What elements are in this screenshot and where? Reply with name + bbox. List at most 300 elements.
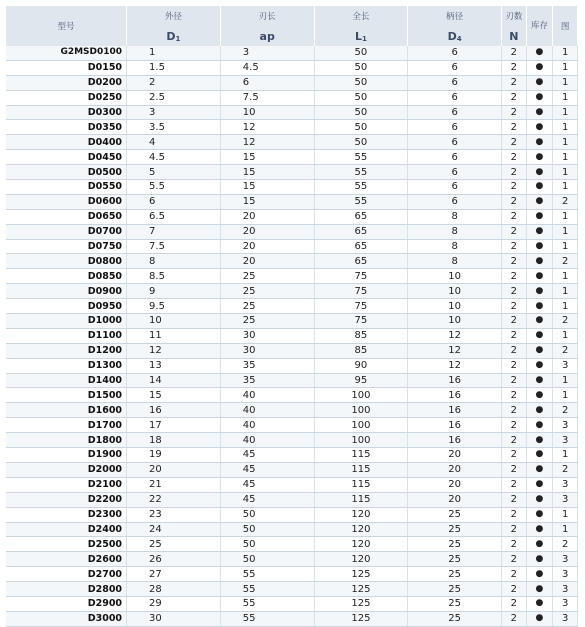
cell-overall-length: 125 [314,567,408,582]
cell-flute-count: 2 [502,522,527,537]
cell-figure: 1 [553,448,578,463]
cell-flute-count: 2 [502,343,527,358]
cell-stock: ● [526,90,553,105]
cell-cutting-length: 40 [220,403,314,418]
cell-cutting-length: 30 [220,343,314,358]
cell-shank-diameter: 10 [408,314,502,329]
cell-model: D0200 [6,75,127,90]
cell-overall-length: 100 [314,403,408,418]
cell-figure: 1 [553,388,578,403]
cell-outer-diameter: 5 [127,165,221,180]
cell-outer-diameter: 24 [127,522,221,537]
cell-stock: ● [526,448,553,463]
cell-stock: ● [526,46,553,60]
symbol-overall-length: $L_1$ [314,26,408,46]
cell-cutting-length: 35 [220,373,314,388]
cell-stock: ● [526,224,553,239]
cell-outer-diameter: 5.5 [127,180,221,195]
cell-cutting-length: 12 [220,135,314,150]
cell-stock: ● [526,284,553,299]
cell-figure: 1 [553,46,578,60]
table-row [6,209,578,224]
cell-outer-diameter: 12 [127,343,221,358]
cell-overall-length: 65 [314,209,408,224]
cell-shank-diameter: 25 [408,582,502,597]
cell-figure: 2 [553,462,578,477]
cell-flute-count: 2 [502,552,527,567]
cell-cutting-length: 15 [220,150,314,165]
cell-figure: 1 [553,135,578,150]
cell-overall-length: 90 [314,358,408,373]
cell-flute-count: 2 [502,567,527,582]
cell-shank-diameter: 20 [408,462,502,477]
cell-overall-length: 125 [314,582,408,597]
cell-overall-length: 115 [314,448,408,463]
cell-flute-count: 2 [502,46,527,60]
cell-cutting-length: 25 [220,314,314,329]
cell-figure: 2 [553,254,578,269]
cell-model: D0250 [6,90,127,105]
table-row [6,358,578,373]
cell-stock: ● [526,269,553,284]
cell-shank-diameter: 6 [408,60,502,75]
cell-model: D0150 [6,60,127,75]
cell-overall-length: 125 [314,596,408,611]
cell-shank-diameter: 6 [408,194,502,209]
cell-shank-diameter: 25 [408,552,502,567]
cell-figure: 1 [553,150,578,165]
cell-flute-count: 2 [502,477,527,492]
table-row [6,150,578,165]
cell-overall-length: 75 [314,269,408,284]
cell-figure: 1 [553,180,578,195]
cell-flute-count: 2 [502,135,527,150]
cell-shank-diameter: 6 [408,180,502,195]
cell-stock: ● [526,567,553,582]
cell-overall-length: 50 [314,60,408,75]
cell-cutting-length: 20 [220,254,314,269]
header-figure: 图 [553,6,578,46]
cell-overall-length: 120 [314,537,408,552]
cell-outer-diameter: 9.5 [127,299,221,314]
cell-stock: ● [526,492,553,507]
cell-stock: ● [526,582,553,597]
cell-cutting-length: 40 [220,418,314,433]
cell-figure: 1 [553,328,578,343]
cell-flute-count: 2 [502,105,527,120]
cell-shank-diameter: 12 [408,343,502,358]
cell-cutting-length: 40 [220,388,314,403]
cell-shank-diameter: 25 [408,611,502,626]
cell-overall-length: 65 [314,254,408,269]
cell-overall-length: 85 [314,343,408,358]
cell-flute-count: 2 [502,239,527,254]
cell-cutting-length: 4.5 [220,60,314,75]
cell-outer-diameter: 1 [127,46,221,60]
cell-stock: ● [526,507,553,522]
cell-model: D2000 [6,462,127,477]
cell-flute-count: 2 [502,462,527,477]
cell-outer-diameter: 18 [127,433,221,448]
cell-cutting-length: 50 [220,552,314,567]
cell-cutting-length: 10 [220,105,314,120]
cell-overall-length: 120 [314,552,408,567]
cell-flute-count: 2 [502,403,527,418]
table-row [6,180,578,195]
cell-stock: ● [526,358,553,373]
cell-figure: 3 [553,492,578,507]
table-row [6,165,578,180]
cell-overall-length: 100 [314,433,408,448]
header-shank-diameter: 柄径 [408,6,502,26]
cell-shank-diameter: 6 [408,90,502,105]
cell-model: D0700 [6,224,127,239]
cell-stock: ● [526,328,553,343]
cell-figure: 2 [553,343,578,358]
cell-figure: 2 [553,314,578,329]
cell-shank-diameter: 25 [408,567,502,582]
cell-cutting-length: 15 [220,165,314,180]
table-row [6,343,578,358]
cell-outer-diameter: 30 [127,611,221,626]
cell-stock: ● [526,343,553,358]
cell-model: D0500 [6,165,127,180]
cell-flute-count: 2 [502,373,527,388]
cell-flute-count: 2 [502,448,527,463]
cell-figure: 1 [553,209,578,224]
cell-model: D2800 [6,582,127,597]
cell-cutting-length: 20 [220,239,314,254]
cell-outer-diameter: 17 [127,418,221,433]
cell-flute-count: 2 [502,254,527,269]
cell-flute-count: 2 [502,90,527,105]
cell-outer-diameter: 4 [127,135,221,150]
table-row [6,373,578,388]
cell-flute-count: 2 [502,299,527,314]
table-row [6,537,578,552]
table-row [6,507,578,522]
cell-stock: ● [526,418,553,433]
cell-cutting-length: 50 [220,507,314,522]
cell-figure: 2 [553,403,578,418]
cell-outer-diameter: 13 [127,358,221,373]
cell-stock: ● [526,403,553,418]
cell-shank-diameter: 12 [408,358,502,373]
cell-shank-diameter: 6 [408,105,502,120]
cell-stock: ● [526,135,553,150]
cell-overall-length: 50 [314,75,408,90]
cell-outer-diameter: 1.5 [127,60,221,75]
cell-cutting-length: 35 [220,358,314,373]
cell-stock: ● [526,611,553,626]
cell-model: D1800 [6,433,127,448]
table-row [6,75,578,90]
cell-shank-diameter: 8 [408,209,502,224]
cell-shank-diameter: 6 [408,165,502,180]
table-row [6,596,578,611]
table-row [6,120,578,135]
cell-model: D0650 [6,209,127,224]
header-overall-length: 全长 [314,6,408,26]
cell-flute-count: 2 [502,224,527,239]
cell-model: D0450 [6,150,127,165]
cell-stock: ● [526,522,553,537]
table-row [6,284,578,299]
cell-flute-count: 2 [502,388,527,403]
cell-stock: ● [526,537,553,552]
table-header [6,6,578,46]
symbol-outer-diameter: $D_1$ [127,26,221,46]
cell-cutting-length: 55 [220,567,314,582]
cell-overall-length: 55 [314,165,408,180]
cell-stock: ● [526,105,553,120]
cell-cutting-length: 50 [220,522,314,537]
cell-cutting-length: 25 [220,299,314,314]
cell-model: D1900 [6,448,127,463]
cell-shank-diameter: 20 [408,448,502,463]
table-row [6,403,578,418]
table-row [6,582,578,597]
cell-flute-count: 2 [502,150,527,165]
cell-model: D2700 [6,567,127,582]
cell-overall-length: 120 [314,522,408,537]
cell-shank-diameter: 10 [408,299,502,314]
cell-overall-length: 115 [314,492,408,507]
cell-outer-diameter: 8 [127,254,221,269]
cell-model: D1600 [6,403,127,418]
cell-figure: 1 [553,507,578,522]
cell-model: D2200 [6,492,127,507]
cell-shank-diameter: 6 [408,135,502,150]
table-row [6,46,578,60]
cell-figure: 1 [553,60,578,75]
cell-figure: 3 [553,433,578,448]
cell-shank-diameter: 10 [408,284,502,299]
table-row [6,269,578,284]
cell-figure: 3 [553,582,578,597]
table-row [6,567,578,582]
cell-cutting-length: 55 [220,582,314,597]
cell-overall-length: 115 [314,477,408,492]
cell-stock: ● [526,165,553,180]
table-row [6,492,578,507]
table-row [6,433,578,448]
cell-flute-count: 2 [502,269,527,284]
cell-flute-count: 2 [502,507,527,522]
cell-overall-length: 55 [314,194,408,209]
cell-overall-length: 100 [314,388,408,403]
cell-overall-length: 85 [314,328,408,343]
cell-overall-length: 55 [314,150,408,165]
table-row [6,224,578,239]
cell-outer-diameter: 6 [127,194,221,209]
cell-shank-diameter: 20 [408,492,502,507]
cell-figure: 3 [553,418,578,433]
cell-overall-length: 50 [314,120,408,135]
cell-overall-length: 125 [314,611,408,626]
cell-outer-diameter: 10 [127,314,221,329]
cell-figure: 1 [553,105,578,120]
cell-model: G2MSD0100 [6,46,127,60]
cell-model: D1200 [6,343,127,358]
cell-figure: 1 [553,90,578,105]
cell-stock: ● [526,477,553,492]
cell-stock: ● [526,462,553,477]
cell-outer-diameter: 7 [127,224,221,239]
cell-model: D1400 [6,373,127,388]
cell-figure: 1 [553,75,578,90]
cell-shank-diameter: 6 [408,120,502,135]
cell-stock: ● [526,388,553,403]
cell-cutting-length: 6 [220,75,314,90]
cell-shank-diameter: 8 [408,224,502,239]
header-cutting-length: 刃长 [220,6,314,26]
cell-flute-count: 2 [502,284,527,299]
cell-stock: ● [526,552,553,567]
cell-outer-diameter: 23 [127,507,221,522]
cell-model: D0600 [6,194,127,209]
table-row [6,299,578,314]
cell-model: D0750 [6,239,127,254]
table-row [6,314,578,329]
cell-overall-length: 50 [314,90,408,105]
cell-outer-diameter: 22 [127,492,221,507]
symbol-shank-diameter: $D_4$ [408,26,502,46]
cell-model: D0900 [6,284,127,299]
cell-outer-diameter: 19 [127,448,221,463]
cell-overall-length: 75 [314,284,408,299]
cell-model: D2600 [6,552,127,567]
cell-stock: ● [526,120,553,135]
table-row [6,522,578,537]
cell-overall-length: 65 [314,224,408,239]
cell-outer-diameter: 25 [127,537,221,552]
cell-outer-diameter: 8.5 [127,269,221,284]
cell-shank-diameter: 6 [408,75,502,90]
cell-outer-diameter: 4.5 [127,150,221,165]
table-row [6,60,578,75]
cell-figure: 1 [553,299,578,314]
cell-shank-diameter: 16 [408,403,502,418]
cell-outer-diameter: 27 [127,567,221,582]
cell-stock: ● [526,194,553,209]
cell-stock: ● [526,373,553,388]
table-row [6,328,578,343]
cell-outer-diameter: 3 [127,105,221,120]
cell-stock: ● [526,299,553,314]
cell-flute-count: 2 [502,60,527,75]
cell-flute-count: 2 [502,358,527,373]
cell-outer-diameter: 2 [127,75,221,90]
cell-outer-diameter: 21 [127,477,221,492]
cell-flute-count: 2 [502,328,527,343]
cell-cutting-length: 45 [220,462,314,477]
header-flute-count: 刃数 [502,6,527,26]
cell-figure: 3 [553,596,578,611]
cell-overall-length: 50 [314,105,408,120]
cell-shank-diameter: 8 [408,254,502,269]
cell-shank-diameter: 20 [408,477,502,492]
cell-model: D2400 [6,522,127,537]
cell-outer-diameter: 20 [127,462,221,477]
table-row [6,462,578,477]
cell-outer-diameter: 29 [127,596,221,611]
cell-stock: ● [526,209,553,224]
cell-shank-diameter: 16 [408,373,502,388]
cell-model: D2300 [6,507,127,522]
cell-overall-length: 120 [314,507,408,522]
cell-flute-count: 2 [502,75,527,90]
cell-model: D2100 [6,477,127,492]
table-row [6,388,578,403]
cell-cutting-length: 15 [220,180,314,195]
cell-outer-diameter: 9 [127,284,221,299]
cell-overall-length: 115 [314,462,408,477]
cell-stock: ● [526,60,553,75]
cell-outer-diameter: 26 [127,552,221,567]
table-body [6,46,578,626]
cell-shank-diameter: 16 [408,418,502,433]
cell-model: D1300 [6,358,127,373]
cell-cutting-length: 3 [220,46,314,60]
cell-cutting-length: 30 [220,328,314,343]
cell-flute-count: 2 [502,418,527,433]
cell-overall-length: 75 [314,314,408,329]
cell-overall-length: 95 [314,373,408,388]
cell-flute-count: 2 [502,596,527,611]
cell-model: D1500 [6,388,127,403]
table-row [6,552,578,567]
cell-outer-diameter: 3.5 [127,120,221,135]
header-model: 型号 [6,6,127,46]
cell-model: D0800 [6,254,127,269]
cell-cutting-length: 25 [220,284,314,299]
cell-model: D0950 [6,299,127,314]
cell-figure: 3 [553,611,578,626]
cell-figure: 1 [553,120,578,135]
cell-model: D1700 [6,418,127,433]
cell-flute-count: 2 [502,433,527,448]
table-row [6,477,578,492]
cell-shank-diameter: 25 [408,507,502,522]
cell-figure: 1 [553,224,578,239]
cell-cutting-length: 55 [220,596,314,611]
spec-table-container [6,6,578,627]
cell-outer-diameter: 28 [127,582,221,597]
cell-figure: 2 [553,194,578,209]
cell-cutting-length: 20 [220,209,314,224]
header-outer-diameter: 外径 [127,6,221,26]
cell-figure: 3 [553,552,578,567]
cell-model: D2900 [6,596,127,611]
cell-flute-count: 2 [502,492,527,507]
table-row [6,611,578,626]
cell-model: D0400 [6,135,127,150]
table-row [6,194,578,209]
header-stock: 库存 [526,6,553,46]
cell-outer-diameter: 16 [127,403,221,418]
cell-model: D0550 [6,180,127,195]
cell-stock: ● [526,433,553,448]
cell-shank-diameter: 6 [408,46,502,60]
cell-cutting-length: 55 [220,611,314,626]
cell-stock: ● [526,75,553,90]
cell-outer-diameter: 15 [127,388,221,403]
cell-figure: 1 [553,165,578,180]
cell-outer-diameter: 2.5 [127,90,221,105]
cell-model: D3000 [6,611,127,626]
cell-shank-diameter: 6 [408,150,502,165]
